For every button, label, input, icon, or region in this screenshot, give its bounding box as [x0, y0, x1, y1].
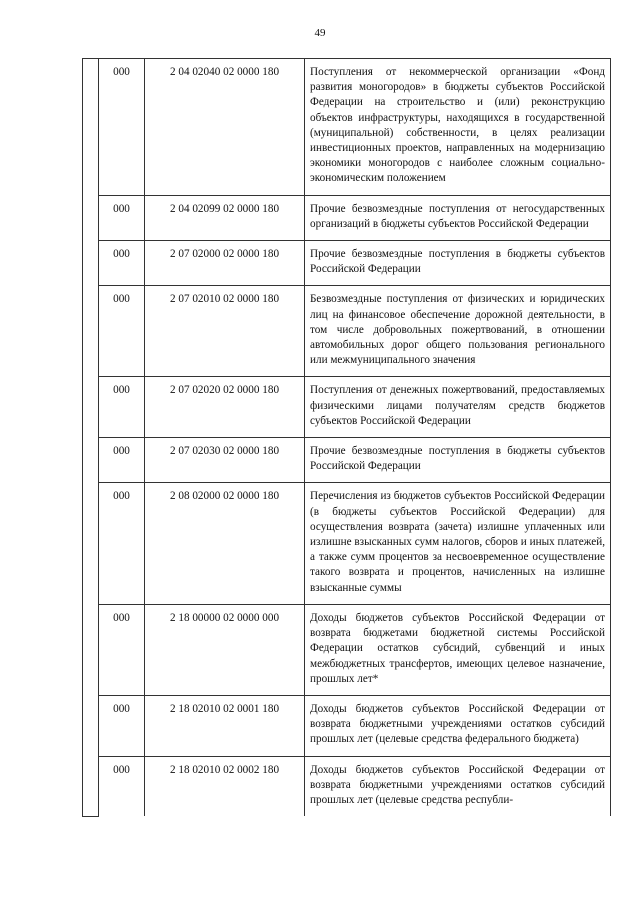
admin-code-cell: 000 — [99, 286, 145, 377]
table-row — [83, 695, 611, 756]
budget-code-cell: 2 07 02030 02 0000 180 — [145, 438, 305, 483]
table-row — [83, 377, 611, 438]
revenue-name-cell: Доходы бюджетов субъектов Российской Федерации от возврата бюджетами бюджетной системы Российской Федерации остатков субсидий, субвенций и иных межбюджетных трансфертов, имеющих целевое назначение, прошлых лет* — [305, 604, 611, 695]
revenue-name-cell: Безвозмездные поступления от физических и юридических лиц на финансовое обеспечение дорожной деятельности, в том числе добровольных пожертвований, в отношении автомобильных дорог общего пользования регионального или межмуниципального значения — [305, 286, 611, 377]
admin-code-cell: 000 — [99, 695, 145, 756]
table-row — [83, 604, 611, 695]
budget-code-cell: 2 04 02099 02 0000 180 — [145, 195, 305, 240]
budget-code-cell: 2 08 02000 02 0000 180 — [145, 483, 305, 604]
table-row — [83, 241, 611, 286]
table-row — [83, 438, 611, 483]
budget-code-cell: 2 18 02010 02 0001 180 — [145, 695, 305, 756]
blank-column-cell — [83, 59, 99, 817]
revenue-name-cell: Поступления от некоммерческой организации «Фонд развития моногородов» в бюджеты субъектов Российской Федерации на строительство и (или) реконструкцию объектов инфраструктуры, находящихся в государственной (муниципальной) собственности, в целях реализации инвестиционных проектов, направленных на модернизацию экономики моногородов с наиболее сложным социально-экономическим положением — [305, 59, 611, 196]
admin-code-cell: 000 — [99, 195, 145, 240]
table-row — [83, 483, 611, 604]
page-number: 49 — [314, 27, 326, 39]
admin-code-cell: 000 — [99, 241, 145, 286]
revenue-name-cell: Перечисления из бюджетов субъектов Российской Федерации (в бюджеты субъектов Российской Федерации) для осуществления возврата (зачета) излишне уплаченных или излишне взысканных сумм налогов, сборов и иных платежей, а также сумм процентов за несвоевременное осуществление такого возврата и процентов, начисленных на излишне взысканные суммы — [305, 483, 611, 604]
admin-code-cell: 000 — [99, 604, 145, 695]
revenue-name-cell: Доходы бюджетов субъектов Российской Федерации от возврата бюджетными учреждениями остатков субсидий прошлых лет (целевые средства федерального бюджета) — [305, 695, 611, 756]
table-row — [83, 286, 611, 377]
budget-code-cell: 2 07 02000 02 0000 180 — [145, 241, 305, 286]
budget-codes-table — [82, 58, 611, 817]
admin-code-cell: 000 — [99, 483, 145, 604]
budget-code-cell: 2 04 02040 02 0000 180 — [145, 59, 305, 196]
table-row — [83, 756, 611, 816]
revenue-name-cell: Поступления от денежных пожертвований, предоставляемых физическими лицами получателям средств бюджетов субъектов Российской Федерации — [305, 377, 611, 438]
admin-code-cell: 000 — [99, 438, 145, 483]
revenue-name-cell: Прочие безвозмездные поступления в бюджеты субъектов Российской Федерации — [305, 438, 611, 483]
admin-code-cell: 000 — [99, 756, 145, 816]
table-row — [83, 195, 611, 240]
budget-code-cell: 2 18 00000 02 0000 000 — [145, 604, 305, 695]
table-row — [83, 59, 611, 196]
budget-code-cell: 2 07 02020 02 0000 180 — [145, 377, 305, 438]
budget-code-cell: 2 18 02010 02 0002 180 — [145, 756, 305, 816]
revenue-name-cell: Прочие безвозмездные поступления от негосударственных организаций в бюджеты субъектов Российской Федерации — [305, 195, 611, 240]
revenue-name-cell: Прочие безвозмездные поступления в бюджеты субъектов Российской Федерации — [305, 241, 611, 286]
revenue-name-cell: Доходы бюджетов субъектов Российской Федерации от возврата бюджетными учреждениями остатков субсидий прошлых лет (целевые средства республи- — [305, 756, 611, 816]
admin-code-cell: 000 — [99, 59, 145, 196]
admin-code-cell: 000 — [99, 377, 145, 438]
budget-code-cell: 2 07 02010 02 0000 180 — [145, 286, 305, 377]
